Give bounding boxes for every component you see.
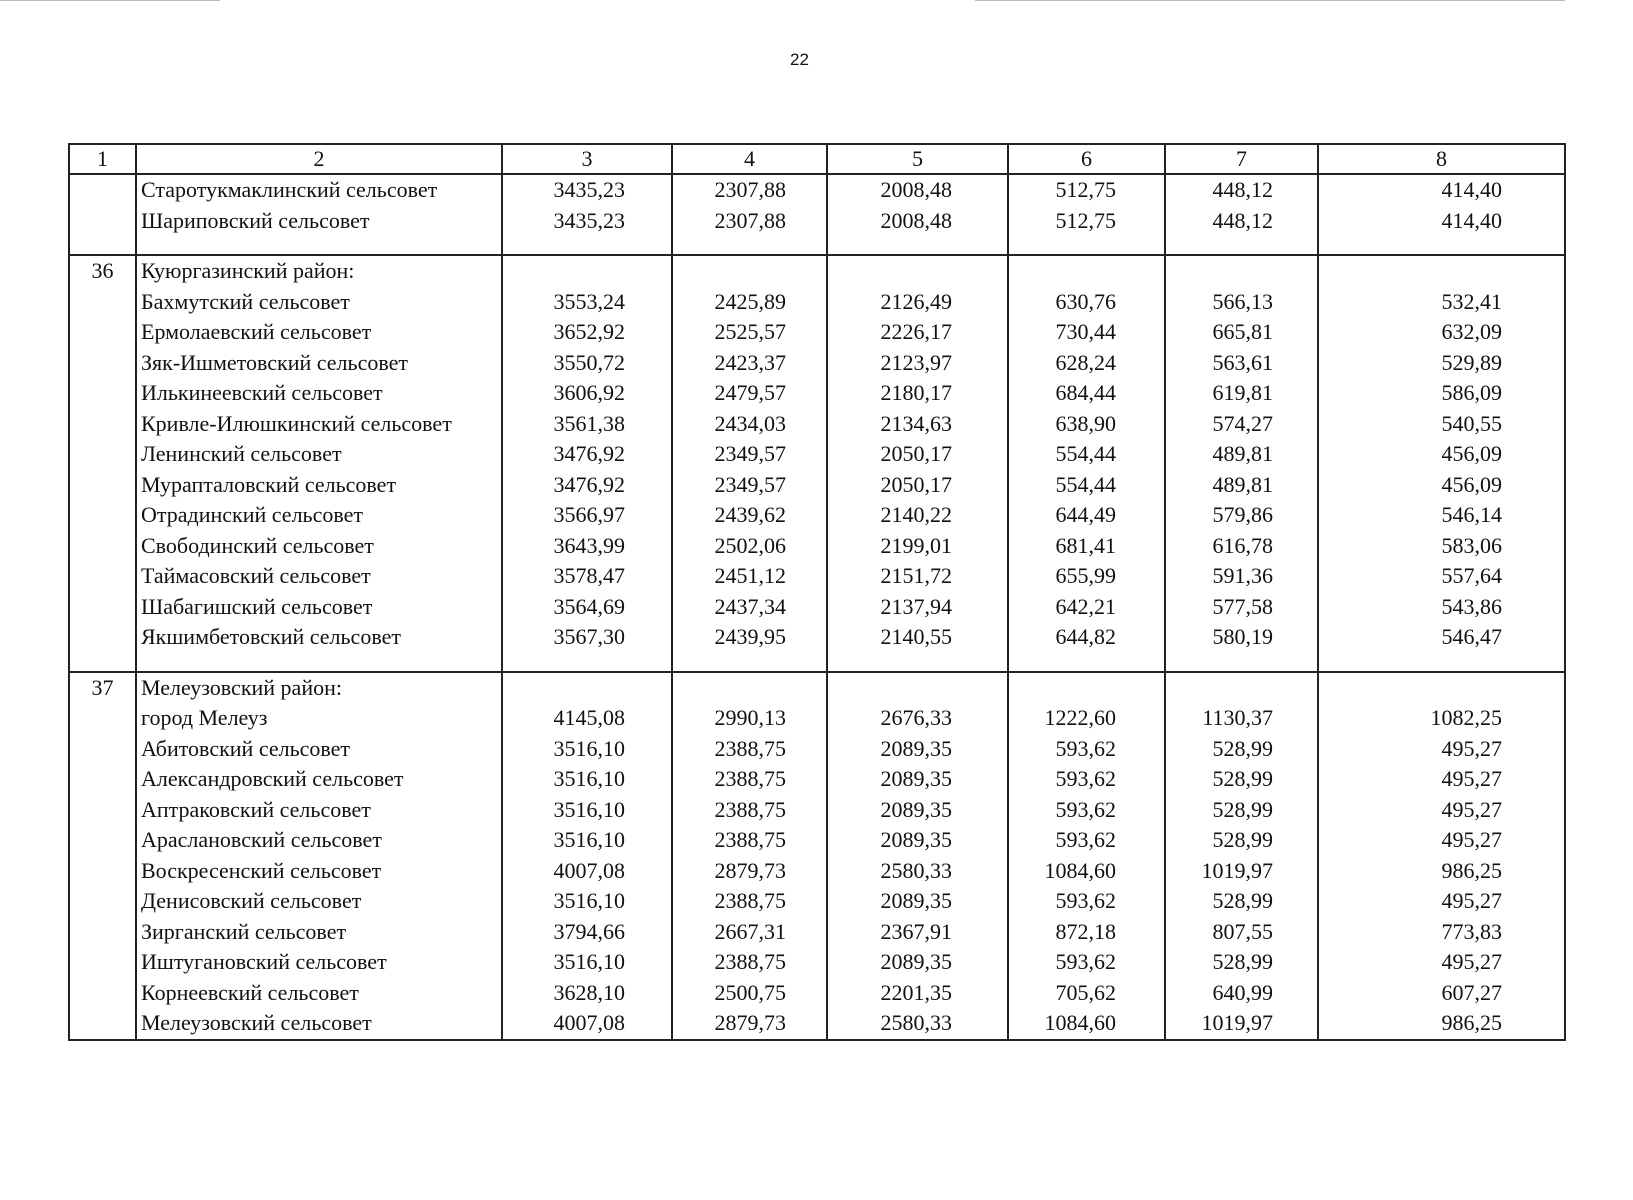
value: 2525,57 xyxy=(714,319,786,344)
value: 684,44 xyxy=(1055,380,1116,405)
header-cell: 3 xyxy=(502,144,672,174)
value: 2008,48 xyxy=(880,177,952,202)
value: 2349,57 xyxy=(714,441,786,466)
value: 3606,92 xyxy=(553,380,625,405)
group-row xyxy=(69,174,1565,255)
value: 528,99 xyxy=(1212,766,1273,791)
group-row xyxy=(69,672,1565,1040)
value: 2089,35 xyxy=(880,888,952,913)
value-cell-col8 xyxy=(1318,174,1565,255)
value: 640,99 xyxy=(1212,979,1273,1005)
value: 2089,35 xyxy=(880,766,952,791)
value: 2437,34 xyxy=(714,593,786,619)
value: 512,75 xyxy=(1055,207,1116,233)
value: 2307,88 xyxy=(714,207,786,233)
group-number: 36 xyxy=(91,258,114,283)
settlement-name: город Мелеуз xyxy=(141,705,268,730)
scan-edge-left xyxy=(0,0,220,1)
value: 2388,75 xyxy=(714,827,786,852)
value: 489,81 xyxy=(1212,471,1273,497)
value: 2388,75 xyxy=(714,796,786,822)
value: 591,36 xyxy=(1212,563,1273,588)
value: 2451,12 xyxy=(714,563,786,588)
name-cell xyxy=(136,174,502,255)
value: 512,75 xyxy=(1055,177,1116,202)
value: 2137,94 xyxy=(880,593,952,619)
header-cell: 5 xyxy=(827,144,1008,174)
value: 3794,66 xyxy=(553,918,625,944)
value: 2439,95 xyxy=(714,624,786,649)
value: 557,64 xyxy=(1441,563,1502,588)
value: 3516,10 xyxy=(553,735,625,761)
title-row-blank xyxy=(503,256,625,287)
value: 2008,48 xyxy=(880,207,952,233)
value: 2500,75 xyxy=(714,979,786,1005)
value: 630,76 xyxy=(1055,288,1116,314)
value: 616,78 xyxy=(1212,532,1273,558)
value: 2667,31 xyxy=(714,918,786,944)
title-row-blank xyxy=(1319,673,1502,704)
settlement-name: Ермолаевский сельсовет xyxy=(141,319,372,344)
value-cell-col6 xyxy=(1008,672,1165,1040)
value: 3643,99 xyxy=(553,532,625,558)
settlement-name: Александровский сельсовет xyxy=(141,766,404,791)
table-body xyxy=(69,144,1565,1040)
row-spacer xyxy=(141,236,501,254)
value-cell-col3 xyxy=(502,255,672,672)
value-cell-col5 xyxy=(827,255,1008,672)
value: 655,99 xyxy=(1055,563,1116,588)
settlement-name: Зяк-Ишметовский сельсовет xyxy=(141,349,408,375)
value: 3564,69 xyxy=(553,593,625,619)
value: 872,18 xyxy=(1055,918,1116,944)
title-row-blank xyxy=(673,256,786,287)
value: 2434,03 xyxy=(714,410,786,436)
value: 540,55 xyxy=(1441,410,1502,436)
value: 730,44 xyxy=(1055,319,1116,344)
value-cell-col5 xyxy=(827,672,1008,1040)
value: 554,44 xyxy=(1055,471,1116,497)
value: 546,14 xyxy=(1441,502,1502,527)
value: 2307,88 xyxy=(714,177,786,202)
value: 528,99 xyxy=(1212,796,1273,822)
value: 2580,33 xyxy=(880,857,952,883)
header-cell: 6 xyxy=(1008,144,1165,174)
settlement-name: Свободинский сельсовет xyxy=(141,532,374,558)
title-row-blank xyxy=(1009,256,1116,287)
value: 705,62 xyxy=(1055,979,1116,1005)
value-cell-col8 xyxy=(1318,255,1565,672)
value: 2226,17 xyxy=(880,319,952,344)
value-cell-col4 xyxy=(672,255,827,672)
value: 3516,10 xyxy=(553,949,625,974)
value: 593,62 xyxy=(1055,827,1116,852)
value-cell-col6 xyxy=(1008,174,1165,255)
value: 2425,89 xyxy=(714,288,786,314)
value: 2349,57 xyxy=(714,471,786,497)
header-cell: 8 xyxy=(1318,144,1565,174)
value: 1222,60 xyxy=(1044,705,1116,730)
value: 3516,10 xyxy=(553,766,625,791)
settlement-name: Старотукмаклинский сельсовет xyxy=(141,177,438,202)
value-cell-col3 xyxy=(502,174,672,255)
value: 986,25 xyxy=(1441,857,1502,883)
value-cell-col6 xyxy=(1008,255,1165,672)
value: 2089,35 xyxy=(880,827,952,852)
value: 1019,97 xyxy=(1201,1010,1273,1035)
value: 586,09 xyxy=(1441,380,1502,405)
value: 642,21 xyxy=(1055,593,1116,619)
value: 448,12 xyxy=(1212,207,1273,233)
settlement-name: Таймасовский сельсовет xyxy=(141,563,371,588)
settlement-name: Отрадинский сельсовет xyxy=(141,502,363,527)
value: 4145,08 xyxy=(553,705,625,730)
group-number-cell xyxy=(69,255,136,672)
value: 528,99 xyxy=(1212,949,1273,974)
settlement-name: Аптраковский сельсовет xyxy=(141,796,371,822)
value: 495,27 xyxy=(1441,827,1502,852)
group-number: 37 xyxy=(91,674,114,700)
value: 579,86 xyxy=(1212,502,1273,527)
value: 3652,92 xyxy=(553,319,625,344)
settlement-name: Мурапталовский сельсовет xyxy=(141,471,397,497)
value: 1084,60 xyxy=(1044,857,1116,883)
value: 2580,33 xyxy=(880,1010,952,1035)
header-cell: 2 xyxy=(136,144,502,174)
title-row-blank xyxy=(828,256,952,287)
title-row-blank xyxy=(673,673,786,704)
settlement-name: Воскресенский сельсовет xyxy=(141,857,382,883)
group-number-cell xyxy=(69,174,136,255)
value: 3476,92 xyxy=(553,471,625,497)
value: 528,99 xyxy=(1212,735,1273,761)
value: 3516,10 xyxy=(553,796,625,822)
header-row xyxy=(69,144,1565,174)
value-cell-col4 xyxy=(672,672,827,1040)
settlement-name: Шабагишский сельсовет xyxy=(141,593,373,619)
value: 2126,49 xyxy=(880,288,952,314)
value: 2050,17 xyxy=(880,441,952,466)
value: 529,89 xyxy=(1441,349,1502,375)
value: 644,49 xyxy=(1055,502,1116,527)
settlement-name: Абитовский сельсовет xyxy=(141,735,351,761)
value: 543,86 xyxy=(1441,593,1502,619)
value: 528,99 xyxy=(1212,888,1273,913)
value: 2050,17 xyxy=(880,471,952,497)
value-cell-col7 xyxy=(1165,672,1318,1040)
value: 566,13 xyxy=(1212,288,1273,314)
value: 495,27 xyxy=(1441,766,1502,791)
settlement-name: Мелеузовский сельсовет xyxy=(141,1010,372,1035)
value: 2134,63 xyxy=(880,410,952,436)
value: 2180,17 xyxy=(880,380,952,405)
value: 2140,22 xyxy=(880,502,952,527)
value: 2423,37 xyxy=(714,349,786,375)
value: 2151,72 xyxy=(880,563,952,588)
value: 2123,97 xyxy=(880,349,952,375)
value: 563,61 xyxy=(1212,349,1273,375)
settlement-name: Ленинский сельсовет xyxy=(141,441,342,466)
value: 3435,23 xyxy=(553,177,625,202)
value: 593,62 xyxy=(1055,796,1116,822)
value: 773,83 xyxy=(1441,918,1502,944)
value: 665,81 xyxy=(1212,319,1273,344)
value: 2502,06 xyxy=(714,532,786,558)
value: 3553,24 xyxy=(553,288,625,314)
value: 2201,35 xyxy=(880,979,952,1005)
value: 456,09 xyxy=(1441,471,1502,497)
value: 456,09 xyxy=(1441,441,1502,466)
value: 546,47 xyxy=(1441,624,1502,649)
value: 3561,38 xyxy=(553,410,625,436)
value: 1082,25 xyxy=(1430,705,1502,730)
value: 638,90 xyxy=(1055,410,1116,436)
settlement-name: Илькинеевский сельсовет xyxy=(141,380,383,405)
scan-edge-right xyxy=(975,0,1565,1)
settlement-name: Денисовский сельсовет xyxy=(141,888,362,913)
settlement-name: Зирганский сельсовет xyxy=(141,918,347,944)
page-number: 22 xyxy=(790,50,809,69)
name-cell xyxy=(136,672,502,1040)
district-title: Куюргазинский район: xyxy=(141,258,355,283)
value: 414,40 xyxy=(1441,177,1502,202)
value: 583,06 xyxy=(1441,532,1502,558)
value: 619,81 xyxy=(1212,380,1273,405)
title-row-blank xyxy=(503,673,625,704)
group-number-cell xyxy=(69,672,136,1040)
value: 2879,73 xyxy=(714,857,786,883)
value: 2089,35 xyxy=(880,949,952,974)
value: 414,40 xyxy=(1441,207,1502,233)
value: 554,44 xyxy=(1055,441,1116,466)
value: 2140,55 xyxy=(880,624,952,649)
value: 2199,01 xyxy=(880,532,952,558)
value: 4007,08 xyxy=(553,1010,625,1035)
value: 3516,10 xyxy=(553,888,625,913)
value: 2089,35 xyxy=(880,796,952,822)
group-number xyxy=(70,175,135,206)
value: 3628,10 xyxy=(553,979,625,1005)
value: 3435,23 xyxy=(553,207,625,233)
tariff-table xyxy=(68,143,1566,1041)
value: 580,19 xyxy=(1212,624,1273,649)
value: 2990,13 xyxy=(714,705,786,730)
value: 1084,60 xyxy=(1044,1010,1116,1035)
settlement-name: Шариповский сельсовет xyxy=(141,207,370,233)
value: 644,82 xyxy=(1055,624,1116,649)
value: 1130,37 xyxy=(1202,705,1273,730)
value: 607,27 xyxy=(1441,979,1502,1005)
value: 2479,57 xyxy=(714,380,786,405)
value: 986,25 xyxy=(1441,1010,1502,1035)
value-cell-col4 xyxy=(672,174,827,255)
title-row-blank xyxy=(1009,673,1116,704)
settlement-name: Якшимбетовский сельсовет xyxy=(141,624,401,649)
value: 2388,75 xyxy=(714,888,786,913)
value-cell-col3 xyxy=(502,672,672,1040)
value: 628,24 xyxy=(1055,349,1116,375)
value: 3578,47 xyxy=(553,563,625,588)
value: 448,12 xyxy=(1212,177,1273,202)
header-cell: 7 xyxy=(1165,144,1318,174)
value: 593,62 xyxy=(1055,949,1116,974)
value: 495,27 xyxy=(1441,796,1502,822)
value: 489,81 xyxy=(1212,441,1273,466)
row-spacer xyxy=(141,653,501,671)
value-cell-col8 xyxy=(1318,672,1565,1040)
value: 532,41 xyxy=(1441,288,1502,314)
value: 1019,97 xyxy=(1201,857,1273,883)
value: 577,58 xyxy=(1212,593,1273,619)
title-row-blank xyxy=(828,673,952,704)
value: 2388,75 xyxy=(714,949,786,974)
value: 4007,08 xyxy=(553,857,625,883)
value: 2439,62 xyxy=(714,502,786,527)
value: 593,62 xyxy=(1055,735,1116,761)
district-title: Мелеузовский район: xyxy=(141,674,342,700)
settlement-name: Иштугановский сельсовет xyxy=(141,949,387,974)
value: 495,27 xyxy=(1441,735,1502,761)
value: 2676,33 xyxy=(880,705,952,730)
value: 2367,91 xyxy=(880,918,952,944)
value: 632,09 xyxy=(1441,319,1502,344)
value: 495,27 xyxy=(1441,888,1502,913)
settlement-name: Бахмутский сельсовет xyxy=(141,288,350,314)
value: 3476,92 xyxy=(553,441,625,466)
value: 2388,75 xyxy=(714,766,786,791)
value: 3550,72 xyxy=(553,349,625,375)
value: 574,27 xyxy=(1212,410,1273,436)
title-row-blank xyxy=(1166,256,1273,287)
value-cell-col7 xyxy=(1165,255,1318,672)
group-row xyxy=(69,255,1565,672)
title-row-blank xyxy=(1319,256,1502,287)
value: 528,99 xyxy=(1212,827,1273,852)
value: 3567,30 xyxy=(553,624,625,649)
settlement-name: Корнеевский сельсовет xyxy=(141,979,359,1005)
value: 495,27 xyxy=(1441,949,1502,974)
value: 3516,10 xyxy=(553,827,625,852)
value: 3566,97 xyxy=(553,502,625,527)
name-cell xyxy=(136,255,502,672)
settlement-name: Араслановский сельсовет xyxy=(141,827,382,852)
value: 807,55 xyxy=(1212,918,1273,944)
title-row-blank xyxy=(1166,673,1273,704)
settlement-name: Кривле-Илюшкинский сельсовет xyxy=(141,410,452,436)
header-cell: 1 xyxy=(69,144,136,174)
value: 593,62 xyxy=(1055,766,1116,791)
value: 2879,73 xyxy=(714,1010,786,1035)
value-cell-col7 xyxy=(1165,174,1318,255)
header-cell: 4 xyxy=(672,144,827,174)
value: 2089,35 xyxy=(880,735,952,761)
value: 2388,75 xyxy=(714,735,786,761)
value-cell-col5 xyxy=(827,174,1008,255)
value: 593,62 xyxy=(1055,888,1116,913)
value: 681,41 xyxy=(1055,532,1116,558)
